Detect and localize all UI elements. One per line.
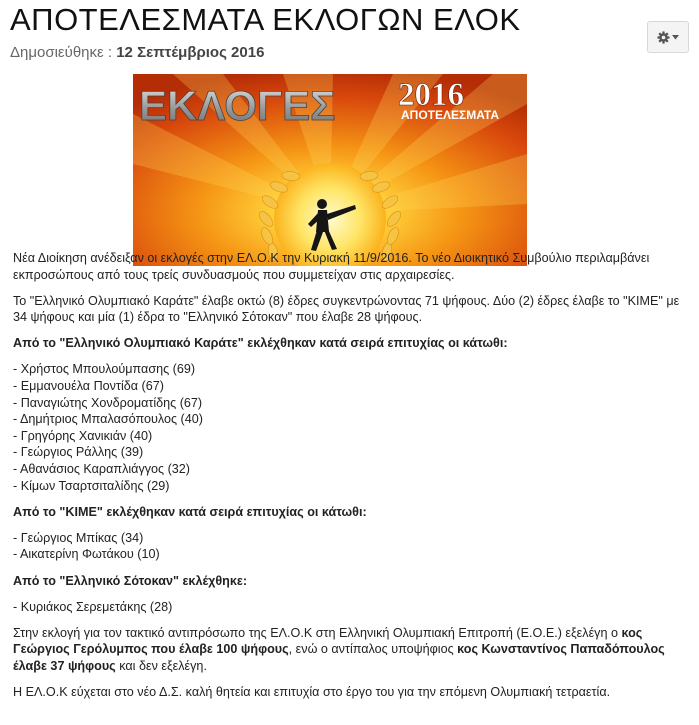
elections-banner bbox=[133, 74, 527, 266]
caret-down-icon bbox=[672, 35, 679, 40]
published-info bbox=[10, 44, 264, 61]
banner-word: ΕΚΛΟΓΕΣ bbox=[139, 82, 336, 129]
list-item: - Αικατερίνη Φωτάκου (10) bbox=[13, 547, 160, 562]
banner-year: 2016 bbox=[398, 77, 464, 113]
section-heading-kime: Από το "ΚΙΜΕ" εκλέχθηκαν κατά σειρά επιτυχίας οι κάτωθι: bbox=[13, 504, 367, 519]
banner-subtitle: ΑΠΟΤΕΛΕΣΜΑΤΑ bbox=[401, 108, 499, 122]
seats-paragraph: Το "Ελληνικό Ολυμπιακό Καράτε" έλαβε οκτώ (8) έδρες συγκεντρώνοντας 71 ψήφους. Δύο (2) έδρες έλαβε το "ΚΙΜΕ" με 34 ψήφους και μία (1) έδρα το "Ελληνικό Σότοκαν" που έλαβε 28 ψήφους. bbox=[13, 293, 680, 325]
elected-list-kime bbox=[13, 530, 689, 563]
article-body bbox=[13, 250, 689, 710]
page-title: ΑΠΟΤΕΛΕΣΜΑΤΑ ΕΚΛΟΓΩΝ ΕΛΟΚ bbox=[10, 2, 521, 37]
list-item: - Κίμων Τσαρτσιταλίδης (29) bbox=[13, 478, 170, 493]
published-date: 12 Σεπτέμβριος 2016 bbox=[116, 44, 265, 61]
eoe-election-paragraph: Στην εκλογή για τον τακτικό αντιπρόσωπο της ΕΛ.Ο.Κ στη Ελληνική Ολυμπιακή Επιτροπή (Ε.Ο.Ε.) εξελέγη ο κος Γεώργιος Γερόλυμπος που έλαβε 100 ψήφους, ενώ ο αντίπαλος υποψήφιος κος Κωνσταντίνος Παπαδόπουλος έλαβε 37 ψήφους και δεν εξελέγη. bbox=[13, 625, 665, 673]
list-item: - Παναγιώτης Χονδροματίδης (67) bbox=[13, 395, 203, 410]
list-item: - Εμμανουέλα Ποντίδα (67) bbox=[13, 379, 164, 394]
elected-list-shotokan bbox=[13, 599, 689, 616]
section-heading-karate: Από το "Ελληνικό Ολυμπιακό Καράτε" εκλέχθηκαν κατά σειρά επιτυχίας οι κάτωθι: bbox=[13, 336, 508, 351]
elected-list-karate bbox=[13, 361, 689, 494]
article-tools-button[interactable] bbox=[647, 21, 689, 53]
list-item: - Χρήστος Μπουλούμπασης (69) bbox=[13, 362, 196, 377]
published-label: Δημοσιεύθηκε : bbox=[10, 44, 113, 61]
section-heading-shotokan: Από το "Ελληνικό Σότοκαν" εκλέχθηκε: bbox=[13, 573, 248, 588]
closing-paragraph: Η ΕΛ.Ο.Κ εύχεται στο νέο Δ.Σ. καλή θητεία και επιτυχία στο έργο του για την επόμενη Ολυμπιακή τετραετία. bbox=[13, 684, 611, 699]
list-item: - Γεώργιος Μπίκας (34) bbox=[13, 530, 144, 545]
list-item: - Κυριάκος Σερεμετάκης (28) bbox=[13, 599, 173, 614]
list-item: - Δημήτριος Μπαλασόπουλος (40) bbox=[13, 412, 203, 427]
list-item: - Γρηγόρης Χανικιάν (40) bbox=[13, 428, 153, 443]
intro-paragraph: Νέα Διοίκηση ανέδειξαν οι εκλογές στην ΕΛ.Ο.Κ την Κυριακή 11/9/2016. Το νέο Διοικητικό Συμβούλιο περιλαμβάνει εκπροσώπους από τους τρείς συνδυασμούς που συμμετείχαν στις αρχαιρεσίες. bbox=[13, 251, 650, 282]
list-item: - Γεώργιος Ράλλης (39) bbox=[13, 445, 144, 460]
gear-icon bbox=[657, 31, 670, 44]
list-item: - Αθανάσιος Καραπλιάγγος (32) bbox=[13, 462, 191, 477]
